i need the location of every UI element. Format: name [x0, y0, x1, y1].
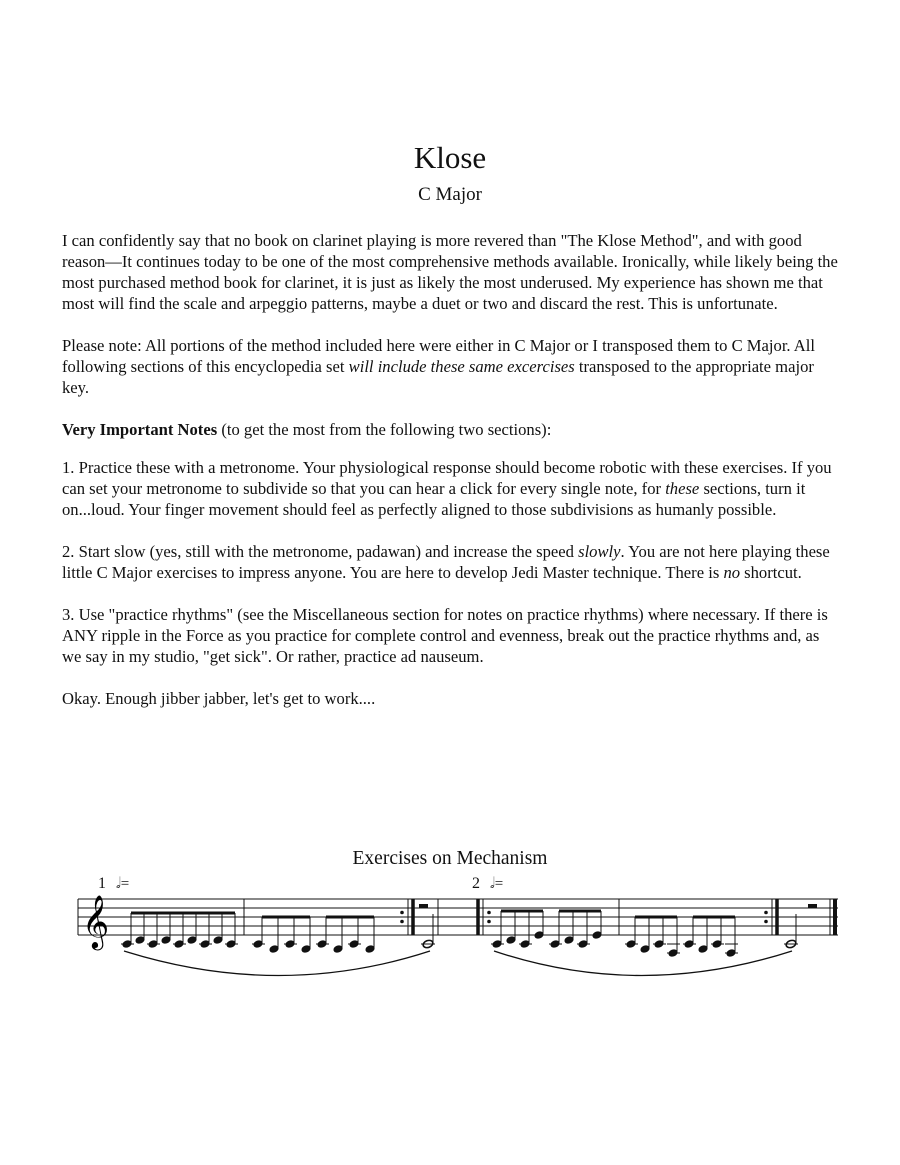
closing-line: Okay. Enough jibber jabber, let's get to work.... — [62, 689, 376, 708]
page-title: Klose — [413, 140, 487, 175]
note-2: 2. Start slow (yes, still with the metronome, padawan) and increase the speed slowly. You are not here playing these little C Major exercises to impress anyone. You are here to develop Jedi Master technique. There is no shortcut. — [62, 542, 830, 582]
page-subtitle: C Major — [418, 184, 482, 205]
slur-2 — [494, 951, 792, 976]
treble-clef-icon: 𝄞 — [82, 894, 110, 948]
exercise-1-notes — [122, 913, 435, 976]
note-3: 3. Use "practice rhythms" (see the Miscellaneous section for notes on practice rhythms) where necessary. If there is ANY ripple in the Force as you practice for complete control and evenness, break out the practice rhythms and, as we say in my studio, "get sick". Or rather, practice ad nauseum. — [62, 605, 828, 666]
rest-2 — [808, 904, 817, 908]
bar-4-notes — [626, 917, 736, 957]
exercise-1-tempo: 𝅗𝅥= — [116, 876, 130, 892]
intro-paragraph-2: Please note: All portions of the method included here were either in C Major or I transposed them to C Major. All following sections of this encyclopedia set will include these same excercises transposed to the appropriate major key. — [62, 336, 816, 397]
exercise-2-notes — [492, 911, 798, 976]
slur-1 — [124, 951, 430, 976]
bar-1-notes — [122, 913, 236, 948]
music-section-title: Exercises on Mechanism — [352, 848, 548, 869]
exercise-2-tempo: 𝅗𝅥= — [490, 876, 504, 892]
exercise-2-number: 2 — [472, 875, 480, 892]
rest-1 — [419, 904, 428, 908]
exercise-1-number: 1 — [98, 875, 106, 892]
intro-paragraph-1: I can confidently say that no book on clarinet playing is more revered than "The Klose Method", and with good reason—It continues today to be one of the most comprehensive methods available. Ironically, while likely being the most purchased method book for clarinet, it is just as likely the most underused. My experience has shown me that most will find the scale and arpeggio patterns, maybe a duet or two and discard the rest. This is unfortunate. — [62, 231, 838, 313]
note-1: 1. Practice these with a metronome. Your physiological response should become robotic with these exercises. If you can set your metronome to subdivide so that you can hear a click for every single note, for these sections, turn it on...loud. Your finger movement should feel as perfectly aligned to those subdivisions as humanly possible. — [62, 458, 832, 519]
notes-heading: Very Important Notes (to get the most from the following two sections): — [62, 420, 552, 439]
